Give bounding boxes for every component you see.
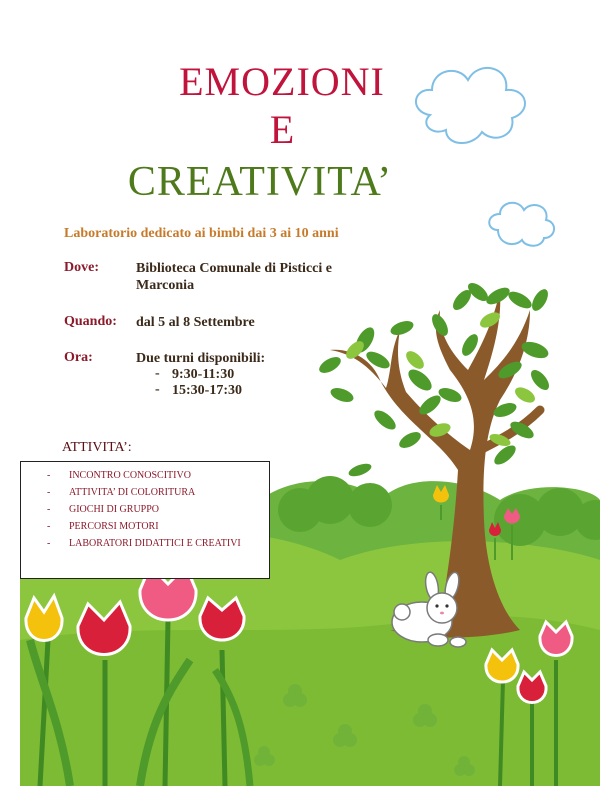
quando-value: dal 5 al 8 Settembre bbox=[136, 315, 255, 330]
dove-label: Dove: bbox=[64, 260, 99, 275]
turno-1: 9:30-11:30 bbox=[172, 367, 235, 382]
cloud-icon bbox=[489, 203, 554, 246]
list-item: - PERCORSI MOTORI bbox=[47, 521, 159, 532]
title-line-1: EMOZIONI bbox=[179, 59, 385, 104]
ora-value: Due turni disponibili: bbox=[136, 351, 266, 366]
dove-line-1: Biblioteca Comunale di Pisticci e bbox=[136, 261, 332, 276]
turno-dash: - bbox=[155, 366, 160, 381]
list-item: - GIOCHI DI GRUPPO bbox=[47, 504, 160, 515]
dove-line-2: Marconia bbox=[136, 278, 195, 293]
activities-box bbox=[20, 461, 270, 579]
list-item: - INCONTRO CONOSCITIVO bbox=[47, 470, 191, 481]
turno-2: 15:30-17:30 bbox=[172, 383, 242, 398]
quando-label: Quando: bbox=[64, 314, 117, 329]
list-item: - ATTIVITA’ DI COLORITURA bbox=[47, 487, 196, 498]
subtitle: Laboratorio dedicato ai bimbi dai 3 ai 10 anni bbox=[64, 226, 339, 241]
turno-dash: - bbox=[155, 382, 160, 397]
title-line-2: E bbox=[269, 107, 295, 152]
title-line-3: CREATIVITA’ bbox=[127, 159, 393, 205]
activities-heading: ATTIVITA’: bbox=[62, 440, 132, 455]
list-item: - LABORATORI DIDATTICI E CREATIVI bbox=[47, 538, 241, 549]
ora-label: Ora: bbox=[64, 350, 93, 365]
